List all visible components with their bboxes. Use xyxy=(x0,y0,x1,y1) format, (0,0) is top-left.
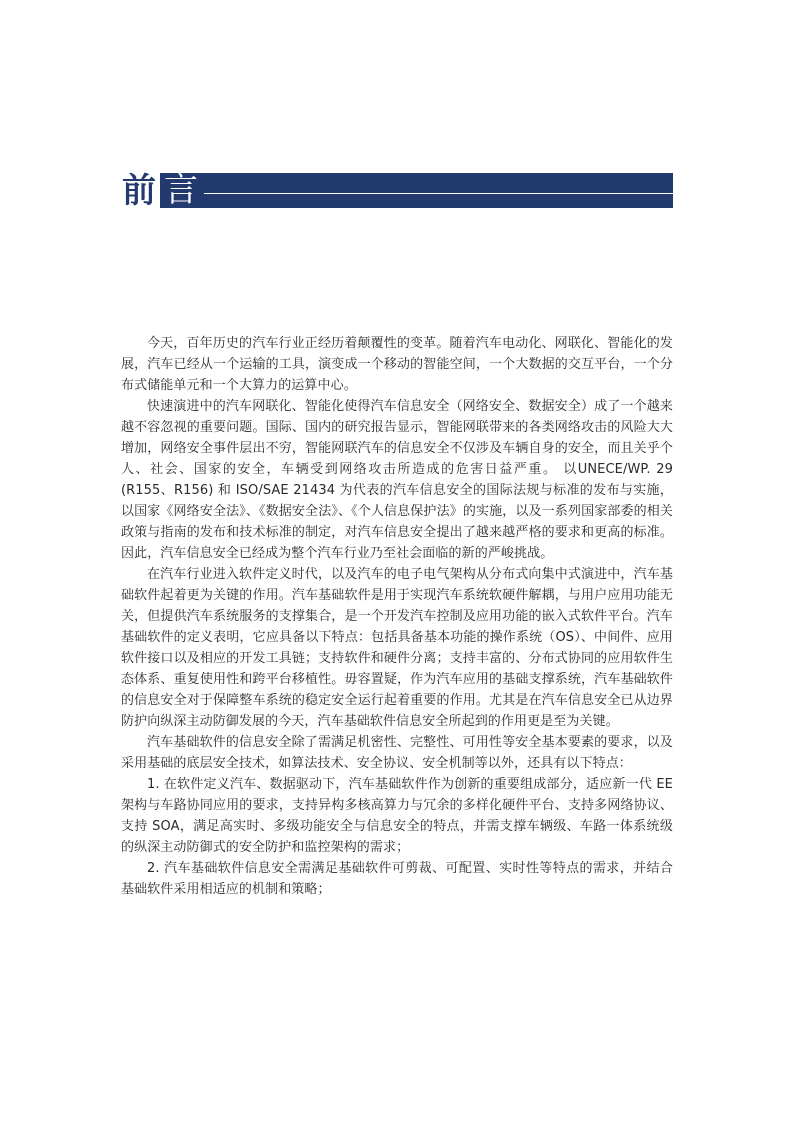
preface-heading xyxy=(120,172,673,210)
heading-bar xyxy=(160,170,673,210)
paragraph-1: 今天，百年历史的汽车行业正经历着颠覆性的变革。随着汽车电动化、网联化、智能化的发展，汽车已经从一个运输的工具，演变成一个移动的智能空间，一个大数据的交互平台，一个分布式储能单元和一个大算力的运算中心。 xyxy=(121,336,673,393)
heading-char-2: 言 xyxy=(164,170,198,210)
paragraph-4: 汽车基础软件的信息安全除了需满足机密性、完整性、可用性等安全基本要素的要求，以及采用基础的底层安全技术，如算法技术、安全协议、安全机制等以外，还具有以下特点： xyxy=(121,735,673,771)
heading-char-1: 前 xyxy=(122,171,156,211)
heading-rule xyxy=(204,193,673,194)
list-item-2: 2. 汽车基础软件信息安全需满足基础软件可剪裁、可配置、实时性等特点的需求，并结合基础软件采用相适应的机制和策略； xyxy=(121,861,673,897)
preface-body xyxy=(121,333,673,900)
paragraph-2: 快速演进中的汽车网联化、智能化使得汽车信息安全（网络安全、数据安全）成了一个越来越不容忽视的重要问题。国际、国内的研究报告显示，智能网联带来的各类网络攻击的风险大大增加，网络安全事件层出不穷，智能网联汽车的信息安全不仅涉及车辆自身的安全，而且关乎个人、社会、国家的安全，车辆受到网络攻击所造成的危害日益严重。 以UNECE/WP. 29 (R155、R156) 和 ISO/SAE 21434 为代表的汽车信息安全的国际法规与标准的发布与实施，以国家《网络安全法》、《数据安全法》、《个人信息保护法》的实施，以及一系列国家部委的相关政策与指南的发布和技术标准的制定，对汽车信息安全提出了越来越严格的要求和更高的标准。因此，汽车信息安全已经成为整个汽车行业乃至社会面临的新的严峻挑战。 xyxy=(121,399,673,561)
paragraph-3: 在汽车行业进入软件定义时代，以及汽车的电子电气架构从分布式向集中式演进中，汽车基础软件起着更为关键的作用。汽车基础软件是用于实现汽车系统软硬件解耦，与用户应用功能无关，但提供汽车系统服务的支撑集合，是一个开发汽车控制及应用功能的嵌入式软件平台。汽车基础软件的定义表明，它应具备以下特点：包括具备基本功能的操作系统（OS）、中间件、应用软件接口以及相应的开发工具链；支持软件和硬件分离；支持丰富的、分布式协同的应用软件生态体系、重复使用性和跨平台移植性。毋容置疑，作为汽车应用的基础支撑系统，汽车基础软件的信息安全对于保障整车系统的稳定安全运行起着重要的作用。尤其是在汽车信息安全已从边界防护向纵深主动防御发展的今天，汽车基础软件信息安全所起到的作用更是至为关键。 xyxy=(121,567,673,729)
list-item-1: 1. 在软件定义汽车、数据驱动下，汽车基础软件作为创新的重要组成部分，适应新一代 EE 架构与车路协同应用的要求，支持异构多核高算力与冗余的多样化硬件平台、支持多网络协议、支持 SOA，满足高实时、多级功能安全与信息安全的特点，并需支撑车辆级、车路一体系统级的纵深主动防御式的安全防护和监控架构的需求； xyxy=(121,777,673,855)
